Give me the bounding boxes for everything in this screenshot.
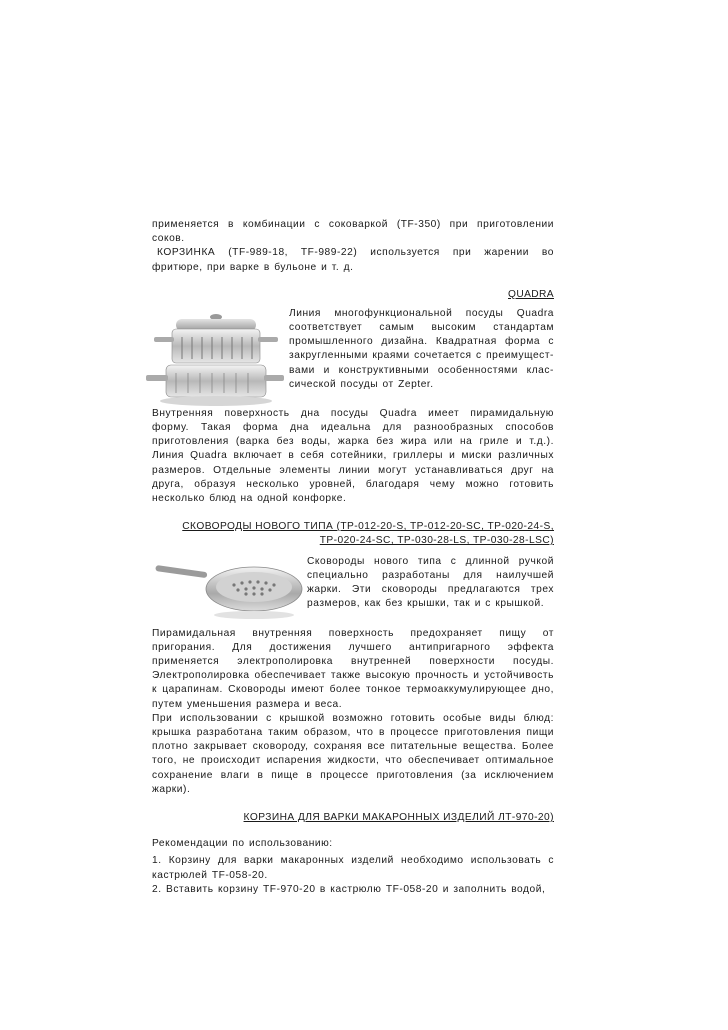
pans-block	[152, 555, 554, 627]
quadra-block	[152, 307, 554, 407]
quadra-heading: QUADRA	[508, 288, 554, 300]
intro-paragraph-2: КОРЗИНКА (TF-989-18, TF-989-22) используется при жарении во фритюре, при варке в бульоне и т. д.	[152, 247, 554, 273]
pans-heading-line-1: СКОВОРОДЫ НОВОГО ТИПА (TP-012-20-S, TP-012-20-SC, TP-020-24-S,	[182, 521, 554, 533]
document-page	[152, 218, 554, 897]
intro-paragraph-1: применяется в комбинации с соковаркой (TF-350) при приготовлении соков.	[152, 219, 554, 245]
quadra-side-text: Линия многофункциональной посуды Quadra соответствует самым высоким стандартам промышленного дизайна. Квадратная форма с закругленными краями сочетается с преимущест-вами и конструктивными особенностями клас-сической посуды от Zepter.	[289, 307, 554, 390]
pans-heading-line-2: TP-020-24-SC, TP-030-28-LS, TP-030-28-LSC)	[319, 535, 554, 547]
pasta-step-2: 2. Вставить корзину TF-970-20 в кастрюлю TF-058-20 и заполнить водой,	[152, 883, 546, 895]
quadra-cookware-image	[146, 307, 284, 412]
quadra-body: Внутренняя поверхность дна посуды Quadra имеет пирамидальную форму. Такая форма дна идеальна для разнообразных способов приготовления (варка без воды, жарка без жира или на гриле и т.д.). Линия Quadra включает в себя сотейники, гриллеры и миски различных размеров. Отдельные элементы линии могут устанавливаться друг на друга, образуя несколько уровней, благодаря чему можно готовить несколько блюд на одной конфорке.	[152, 407, 554, 505]
pans-body-1: Пирамидальная внутренняя поверхность предохраняет пищу от пригорания. Для достижения лучшего антипригарного эффекта применяется электрополировка внутренней поверхности посуды. Электрополировка обеспечивает также высокую прочность и устойчивость к царапинам. Сковороды имеют более тонкое термоаккумулирующее дно, путем уменьшения размера и веса.	[152, 627, 554, 710]
frying-pan-image	[154, 559, 304, 625]
pans-body-2: При использовании с крышкой возможно готовить особые виды блюд: крышка разработана таким образом, что в процессе приготовления пищи плотно закрывает сковороду, сохраняя все питательные вещества. Более того, не происходит испарения жидкости, что обеспечивает оптимальное сохранение влаги в пище в процессе приготовления (за исключением жарки).	[152, 712, 554, 795]
pans-side-text: Сковороды нового типа с длинной ручкой специально разработаны для наилучшей жарки. Эти сковороды предлагаются трех размеров, как без крышки, так и с крышкой.	[307, 555, 554, 610]
pasta-step-1: 1. Корзину для варки макаронных изделий необходимо использовать с кастрюлей TF-058-20.	[152, 855, 554, 881]
pasta-recommend: Рекомендации по использованию:	[152, 838, 333, 850]
pasta-heading: КОРЗИНА ДЛЯ ВАРКИ МАКАРОННЫХ ИЗДЕЛИЙ ЛТ-970-20)	[243, 812, 554, 824]
